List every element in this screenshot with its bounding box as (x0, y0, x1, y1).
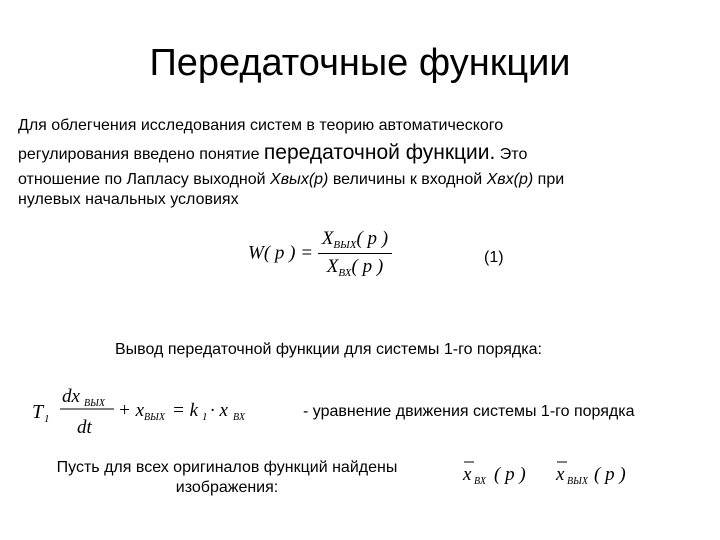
numerator-arg: ( p ) (356, 228, 389, 249)
intro-line-2-text: регулирования введено понятие (18, 146, 264, 163)
laplace-images (458, 454, 648, 494)
originals-text (32, 458, 422, 498)
intro-line-3 (18, 170, 564, 190)
formula-lhs: W( p ) = (248, 242, 314, 264)
equation-caption: - уравнение движения системы 1-го порядка (303, 403, 635, 420)
input-variable: Xвх(p) (486, 171, 534, 188)
numerator-sub: ВЫХ (333, 239, 357, 251)
originals-line-2: изображения: (175, 479, 279, 496)
eq-T: T (32, 401, 44, 423)
denominator-arg: ( p ) (351, 256, 384, 277)
eq-equals-k: = k (172, 400, 199, 421)
intro-line-3-end: при (533, 171, 565, 188)
eq-plus-x-sub: ВЫХ (144, 412, 165, 423)
eq-dx: dx (62, 386, 80, 407)
intro-line-2-end: Это (495, 146, 528, 163)
output-image-arg: ( p ) (594, 464, 626, 485)
intro-line-3-middle: величины к входной (328, 171, 487, 188)
numerator-x: X (321, 228, 334, 249)
eq-times-x: · x (210, 400, 228, 421)
input-image-arg: ( p ) (494, 464, 526, 485)
eq-plus-x: + x (118, 400, 145, 421)
formula-numerator (318, 228, 392, 253)
intro-line-4: нулевых начальных условиях (18, 191, 239, 208)
denominator-sub: ВХ (338, 267, 352, 279)
transfer-function-formula (248, 228, 392, 279)
formula-number: (1) (484, 249, 504, 266)
transfer-function-term: передаточной функции. (263, 141, 496, 164)
motion-equation (28, 380, 268, 442)
eq-dt: dt (77, 417, 92, 438)
intro-line-3-text: отношение по Лапласу выходной (18, 171, 271, 188)
output-variable: Xвых(p) (270, 171, 329, 188)
denominator-x: X (326, 256, 339, 277)
eq-times-x-sub: ВХ (233, 412, 245, 423)
page-title: Передаточные функции (149, 42, 571, 84)
intro-line-2 (18, 143, 527, 165)
originals-line-1: Пусть для всех оригиналов функций найдены (56, 459, 398, 476)
section-heading: Вывод передаточной функции для системы 1-го порядка: (115, 341, 542, 358)
output-image-x: x (556, 464, 565, 485)
eq-dx-sub: ВЫХ (84, 398, 105, 409)
output-image-sub: ВЫХ (567, 476, 588, 487)
eq-T-sub: 1 (44, 413, 50, 425)
eq-k-sub: 1 (202, 411, 208, 423)
intro-line-1: Для облегчения исследования систем в теорию автоматического (18, 117, 504, 134)
input-image-sub: ВХ (474, 476, 486, 487)
formula-fraction (318, 228, 392, 279)
input-image-x: x (463, 464, 472, 485)
formula-denominator (318, 253, 392, 279)
